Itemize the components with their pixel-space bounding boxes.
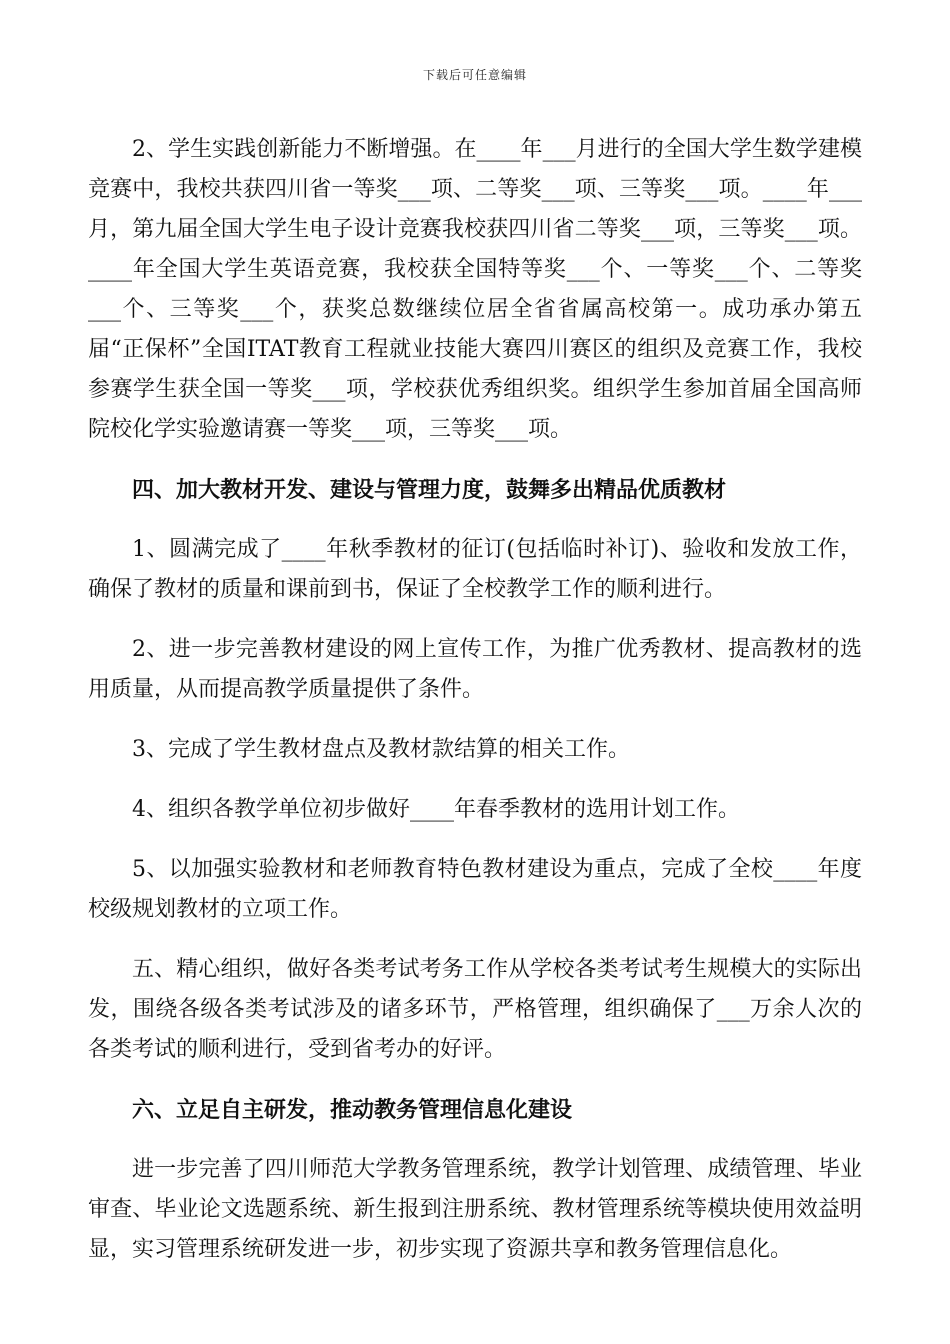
paragraph-planned-textbooks: 5、以加强实验教材和老师教育特色教材建设为重点，完成了全校____年度校级规划教材的立项工作。: [88, 857, 862, 922]
paragraph-management-system: 进一步完善了四川师范大学教务管理系统，教学计划管理、成绩管理、毕业审查、毕业论文选题系统、新生报到注册系统、教材管理系统等模块使用效益明显，实习管理系统研发进一步，初步实现了资源共享和教务管理信息化。: [88, 1157, 862, 1262]
section-heading-informatization: 六、立足自主研发，推动教务管理信息化建设: [132, 1097, 573, 1123]
paragraph-student-competitions: 2、学生实践创新能力不断增强。在____年___月进行的全国大学生数学建模竞赛中，我校共获四川省一等奖___项、二等奖___项、三等奖___项。____年___月，第九届全国大学生电子设计竞赛我校获四川省二等奖___项，三等奖___项。____年全国大学生英语竞赛，我校获全国特等奖___个、一等奖___个、二等奖___个、三等奖___个，获奖总数继续位居全省省属高校第一。成功承办第五届“正保杯”全国ITAT教育工程就业技能大赛四川赛区的组织及竞赛工作，我校参赛学生获全国一等奖___项，学校获优秀组织奖。组织学生参加首届全国高师院校化学实验邀请赛一等奖___项，三等奖___项。: [88, 137, 862, 442]
document-body: [88, 130, 862, 1290]
paragraph-spring-textbook-plan: 4、组织各教学单位初步做好____年春季教材的选用计划工作。: [132, 797, 740, 822]
paragraph-textbook-inventory: 3、完成了学生教材盘点及教材款结算的相关工作。: [132, 737, 630, 762]
paragraph-exam-affairs: 五、精心组织，做好各类考试考务工作从学校各类考试考生规模大的实际出发，围绕各级各类考试涉及的诸多环节，严格管理，组织确保了___万余人次的各类考试的顺利进行，受到省考办的好评。: [88, 957, 862, 1062]
section-heading-textbooks: 四、加大教材开发、建设与管理力度，鼓舞多出精品优质教材: [132, 477, 727, 503]
paragraph-textbook-promotion: 2、进一步完善教材建设的网上宣传工作，为推广优秀教材、提高教材的选用质量，从而提高教学质量提供了条件。: [88, 637, 862, 702]
page-header: 下载后可任意编辑: [422, 68, 527, 82]
paragraph-textbook-ordering: 1、圆满完成了____年秋季教材的征订(包括临时补订)、验收和发放工作，确保了教材的质量和课前到书，保证了全校教学工作的顺利进行。: [88, 537, 862, 602]
